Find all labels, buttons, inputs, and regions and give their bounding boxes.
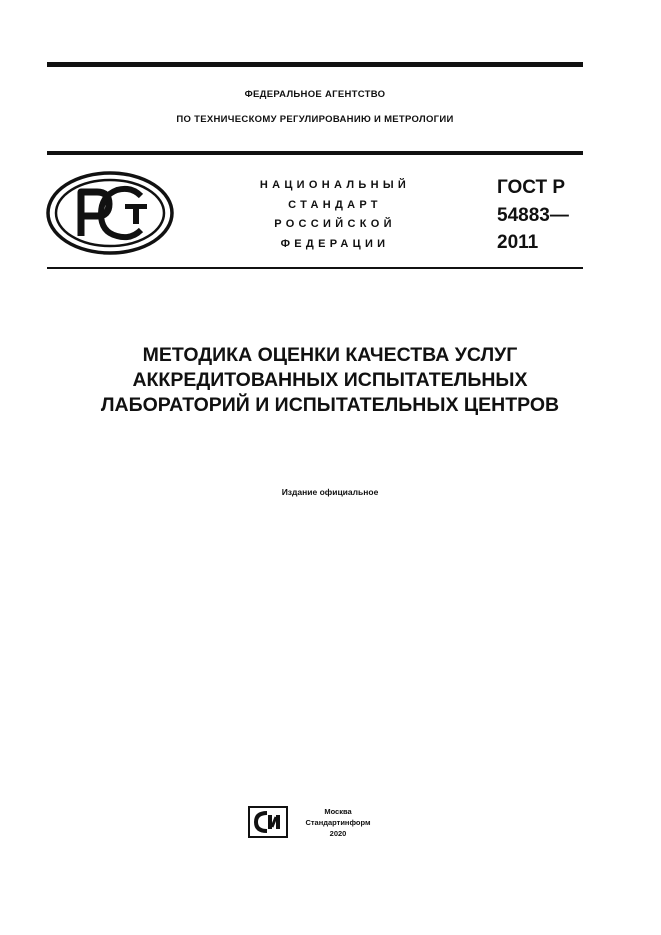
designation-line-2: 54883— bbox=[497, 205, 569, 226]
designation-line-1: ГОСТ Р bbox=[497, 177, 566, 198]
designation-line-3: 2011 bbox=[497, 232, 539, 253]
document-title-line-1: МЕТОДИКА ОЦЕНКИ КАЧЕСТВА УСЛУГ bbox=[142, 344, 518, 366]
standard-type-line-4: ФЕДЕРАЦИИ bbox=[280, 238, 390, 250]
edition-note: Издание официальное bbox=[281, 487, 379, 497]
standard-type-line-3: РОССИЙСКОЙ bbox=[274, 218, 396, 230]
document-title-line-2: АККРЕДИТОВАННЫХ ИСПЫТАТЕЛЬНЫХ bbox=[132, 369, 528, 391]
publisher-city: Москва bbox=[324, 807, 352, 816]
document-title-line-3: ЛАБОРАТОРИЙ И ИСПЫТАТЕЛЬНЫХ ЦЕНТРОВ bbox=[100, 394, 560, 416]
standard-type-line-2: СТАНДАРТ bbox=[288, 199, 382, 211]
top-rule bbox=[47, 62, 583, 67]
publisher-name: Стандартинформ bbox=[305, 818, 371, 827]
standard-type-line-1: НАЦИОНАЛЬНЫЙ bbox=[259, 179, 411, 191]
rst-certification-mark-icon bbox=[45, 170, 175, 256]
header-rule bbox=[47, 151, 583, 155]
header-bottom-rule bbox=[47, 267, 583, 269]
standartinform-logo-icon bbox=[248, 806, 288, 838]
agency-line-2: ПО ТЕХНИЧЕСКОМУ РЕГУЛИРОВАНИЮ И МЕТРОЛОГИИ bbox=[176, 114, 454, 125]
publication-year: 2020 bbox=[329, 829, 347, 838]
agency-line-1: ФЕДЕРАЛЬНОЕ АГЕНТСТВО bbox=[244, 89, 386, 100]
